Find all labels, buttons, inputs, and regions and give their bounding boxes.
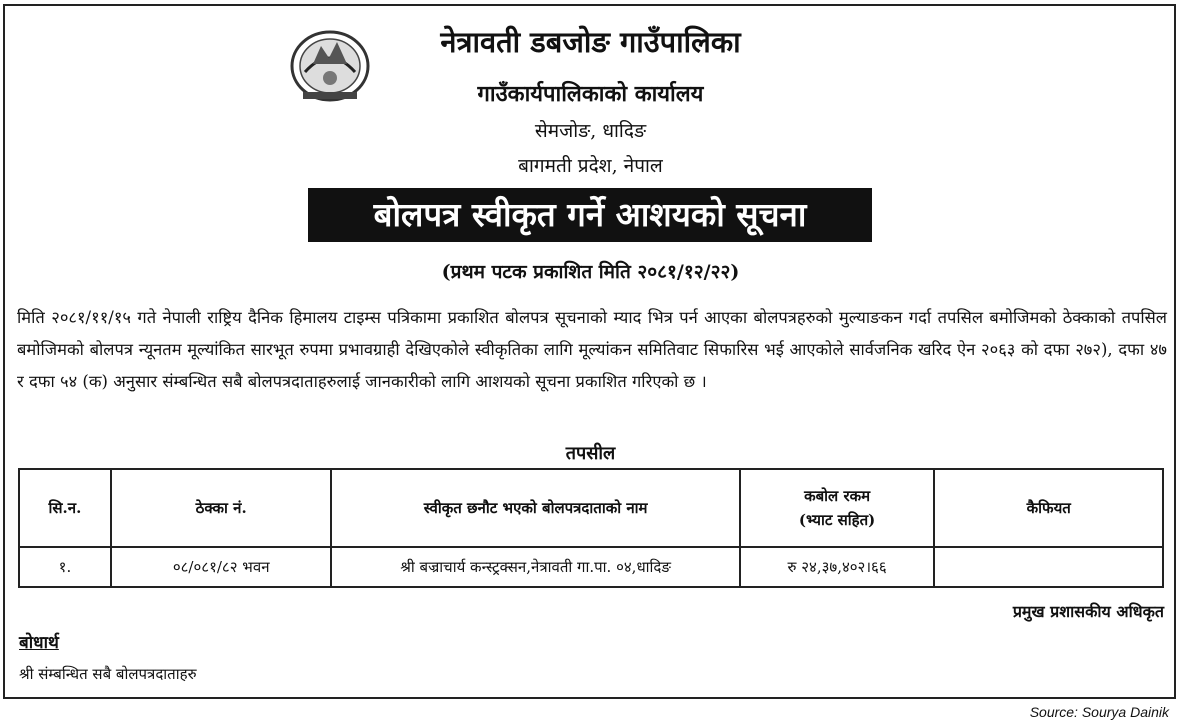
cell-contract-no: ०८/०८१/८२ भवन	[111, 547, 332, 587]
notice-title: बोलपत्र स्वीकृत गर्ने आशयको सूचना	[308, 188, 872, 242]
source-credit: Source: Sourya Dainik	[1029, 704, 1169, 720]
publication-date: (प्रथम पटक प्रकाशित मिति २०८१/१२/२२)	[441, 261, 740, 283]
cell-bidder: श्री बज्राचार्य कन्स्ट्रक्सन,नेत्रावती गा.पा. ०४,धादिङ	[331, 547, 739, 587]
header-amount-line2: (भ्याट सहित)	[798, 511, 876, 529]
cell-sn: १.	[19, 547, 111, 587]
notice-body: मिति २०८१/११/१५ गते नेपाली राष्ट्रिय दैनिक हिमालय टाइम्स पत्रिकामा प्रकाशित बोलपत्र सूचनाको म्याद भित्र पर्न आएका बोलपत्रहरुको मुल्याङकन गर्दा तपसिल बमोजिमको ठेक्काको तपसिल बमोजिमको बोलपत्र न्यूनतम मूल्यांकित सारभूत रुपमा प्रभावग्राही देखिएकोले स्वीकृतिका लागि मूल्यांकन समितिवाट सिफारिस भई आएकोले सार्वजनिक खरिद ऐन २०६३ को दफा २७२), दफा ४७ र दफा ५४ (क) अनुसार संम्बन्धित सबै बोलपत्रदाताहरुलाई जानकारीको लागि आशयको सूचना प्रकाशित गरिएको छ ।	[17, 308, 1167, 391]
table-title: तपसील	[565, 443, 616, 464]
header-amount	[740, 469, 935, 547]
table-row	[19, 547, 1163, 587]
office-location: सेमजोङ, धादिङ	[534, 120, 647, 142]
header-contract-no: ठेक्का नं.	[111, 469, 332, 547]
municipality-name: नेत्रावती डबजोङ गाउँपालिका	[440, 25, 741, 59]
header-amount-line1: कबोल रकम	[804, 487, 871, 505]
signatory: प्रमुख प्रशासकीय अधिकृत	[1012, 602, 1164, 621]
bodhartha-label: बोधार्थ	[19, 633, 59, 653]
header-remarks: कैफियत	[934, 469, 1163, 547]
bodhartha-recipient: श्री संम्बन्धित सबै बोलपत्रदाताहरु	[19, 665, 197, 683]
header-bidder: स्वीकृत छनौट भएको बोलपत्रदाताको नाम	[331, 469, 739, 547]
header-sn: सि.न.	[19, 469, 111, 547]
details-table	[18, 468, 1164, 588]
cell-remarks	[934, 547, 1163, 587]
province-country: बागमती प्रदेश, नेपाल	[518, 155, 663, 177]
table-header-row	[19, 469, 1163, 547]
cell-amount: रु २४,३७,४०२।६६	[740, 547, 935, 587]
office-name: गाउँकार्यपालिकाको कार्यालय	[477, 81, 704, 107]
